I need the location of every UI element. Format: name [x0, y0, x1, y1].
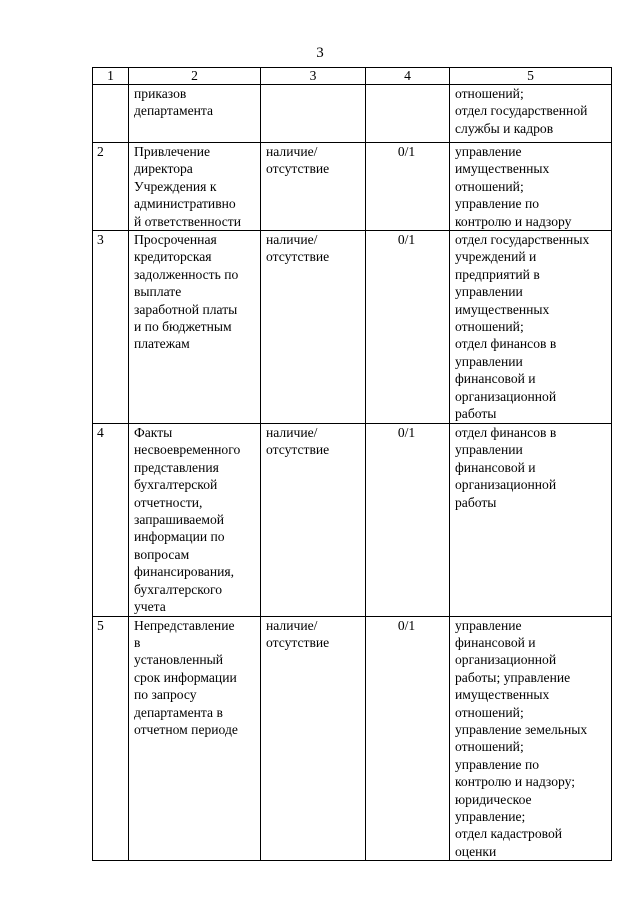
table-row — [93, 616, 612, 861]
criterion-cell: приказов департамента — [129, 85, 261, 143]
unit-cell: наличие/ отсутствие — [261, 616, 366, 861]
unit-cell: наличие/ отсутствие — [261, 424, 366, 616]
table-row — [93, 85, 612, 143]
responsible-cell: отдел государственных учреждений и предприятий в управлении имущественных отношений; отдел финансов в управлении финансовой и организационной работы — [450, 231, 612, 424]
column-header: 3 — [261, 68, 366, 85]
unit-cell: наличие/ отсутствие — [261, 231, 366, 424]
row-number-cell: 5 — [93, 616, 129, 861]
row-number-cell — [93, 85, 129, 143]
column-header: 2 — [129, 68, 261, 85]
table-row — [93, 143, 612, 231]
row-number-cell: 3 — [93, 231, 129, 424]
score-cell: 0/1 — [366, 231, 450, 424]
table-row — [93, 424, 612, 616]
score-cell: 0/1 — [366, 616, 450, 861]
table-header-row — [93, 68, 612, 85]
page-number: 3 — [316, 45, 324, 61]
row-number-cell: 4 — [93, 424, 129, 616]
responsible-cell: отношений; отдел государственной службы и кадров — [450, 85, 612, 143]
row-number-cell: 2 — [93, 143, 129, 231]
responsible-cell: управление имущественных отношений; управление по контролю и надзору — [450, 143, 612, 231]
table-row — [93, 231, 612, 424]
unit-cell: наличие/ отсутствие — [261, 143, 366, 231]
criteria-table — [92, 67, 612, 861]
score-cell: 0/1 — [366, 143, 450, 231]
criterion-cell: Факты несвоевременного представления бухгалтерской отчетности, запрашиваемой информации по вопросам финансирования, бухгалтерского учета — [129, 424, 261, 616]
column-header: 1 — [93, 68, 129, 85]
responsible-cell: отдел финансов в управлении финансовой и организационной работы — [450, 424, 612, 616]
responsible-cell: управление финансовой и организационной работы; управление имущественных отношений; управление земельных отношений; управление по контролю и надзору; юридическое управление; отдел кадастровой оценки — [450, 616, 612, 861]
column-header: 4 — [366, 68, 450, 85]
score-cell — [366, 85, 450, 143]
criterion-cell: Привлечение директора Учреждения к административно й ответственности — [129, 143, 261, 231]
column-header: 5 — [450, 68, 612, 85]
unit-cell — [261, 85, 366, 143]
criterion-cell: Просроченная кредиторская задолженность по выплате заработной платы и по бюджетным платежам — [129, 231, 261, 424]
criterion-cell: Непредставление в установленный срок информации по запросу департамента в отчетном периоде — [129, 616, 261, 861]
score-cell: 0/1 — [366, 424, 450, 616]
